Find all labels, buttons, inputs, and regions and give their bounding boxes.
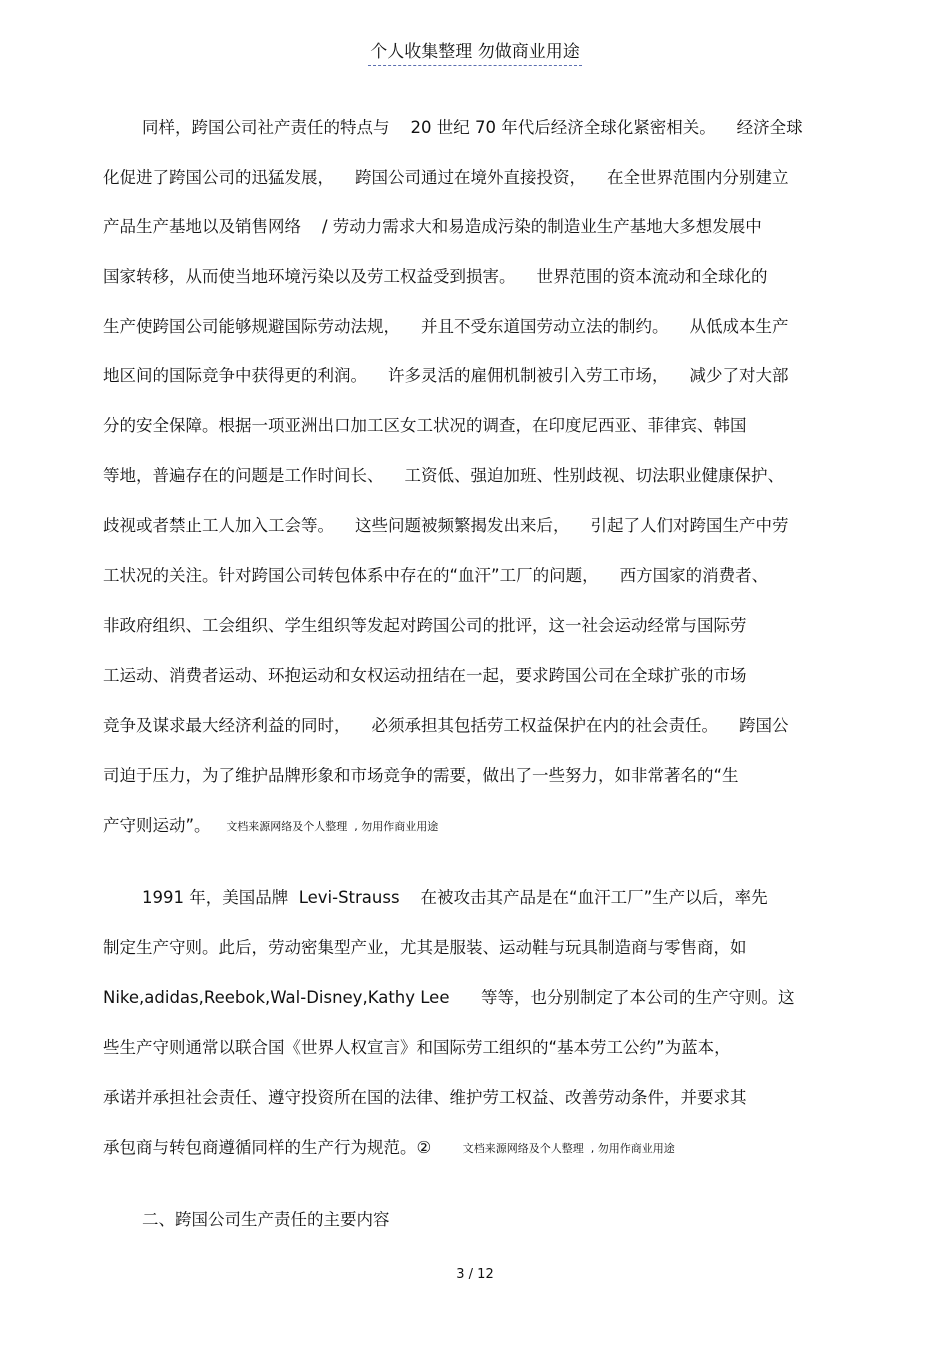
text-line-content: 承包商与转包商遵循同样的生产行为规范。②: [103, 1138, 432, 1157]
source-note: 文档来源网络及个人整理 , 勿用作商业用途: [226, 820, 439, 833]
text-line: 地区间的国际竞争中获得更的利润。 许多灵活的雇佣机制被引入劳工市场， 减少了对大部: [103, 366, 789, 385]
text-line: 1991 年，美国品牌 Levi-Strauss 在被攻击其产品是在“血汗工厂”生产以后，率先: [142, 888, 768, 907]
text-line: 竞争及谋求最大经济利益的同时， 必须承担其包括劳工权益保护在内的社会责任。 跨国公: [103, 716, 789, 735]
section-heading: 二、跨国公司生产责任的主要内容: [142, 1210, 390, 1229]
text-line: 司迫于压力，为了维护品牌形象和市场竞争的需要，做出了一些努力，如非常著名的“生: [103, 766, 739, 785]
text-line: [103, 814, 853, 839]
header-text: 个人收集整理 勿做商业用途: [368, 42, 581, 66]
text-line-content: 产守则运动”。: [103, 816, 211, 835]
page-number: 3 / 12: [456, 1267, 494, 1282]
text-line: 歧视或者禁止工人加入工会等。 这些问题被频繁揭发出来后， 引起了人们对跨国生产中劳: [103, 516, 789, 535]
text-line: 制定生产守则。此后，劳动密集型产业，尤其是服装、运动鞋与玩具制造商与零售商，如: [103, 938, 747, 957]
text-line: 分的安全保障。根据一项亚洲出口加工区女工状况的调查，在印度尼西亚、菲律宾、韩国: [103, 416, 747, 435]
text-line: 化促进了跨国公司的迅猛发展， 跨国公司通过在境外直接投资， 在全世界范围内分别建立: [103, 168, 789, 187]
page-header: [0, 40, 950, 64]
text-line: 等地，普遍存在的问题是工作时间长、 工资低、强迫加班、性别歧视、切法职业健康保护、: [103, 466, 784, 485]
text-line: 工运动、消费者运动、环抱运动和女权运动扭结在一起，要求跨国公司在全球扩张的市场: [103, 666, 747, 685]
text-line: 承诺并承担社会责任、遵守投资所在国的法律、维护劳工权益、改善劳动条件，并要求其: [103, 1088, 747, 1107]
text-line: 国家转移，从而使当地环境污染以及劳工权益受到损害。 世界范围的资本流动和全球化的: [103, 267, 768, 286]
text-line: 非政府组织、工会组织、学生组织等发起对跨国公司的批评，这一社会运动经常与国际劳: [103, 616, 747, 635]
text-line: Nike,adidas,Reebok,Wal-Disney,Kathy Lee 等等，也分别制定了本公司的生产守则。这: [103, 988, 795, 1007]
text-line: [103, 1136, 853, 1161]
text-line: 产品生产基地以及销售网络 / 劳动力需求大和易造成污染的制造业生产基地大多想发展中: [103, 217, 762, 236]
text-line: 工状况的关注。针对跨国公司转包体系中存在的“血汗”工厂的问题， 西方国家的消费者、: [103, 566, 769, 585]
text-line: 同样，跨国公司社产责任的特点与 20 世纪 70 年代后经济全球化紧密相关。 经济全球: [142, 118, 803, 137]
text-line: 生产使跨国公司能够规避国际劳动法规， 并且不受东道国劳动立法的制约。 从低成本生产: [103, 317, 789, 336]
source-note: 文档来源网络及个人整理 , 勿用作商业用途: [462, 1142, 675, 1155]
text-line: 些生产守则通常以联合国《世界人权宣言》和国际劳工组织的“基本劳工公约”为蓝本，: [103, 1038, 731, 1057]
